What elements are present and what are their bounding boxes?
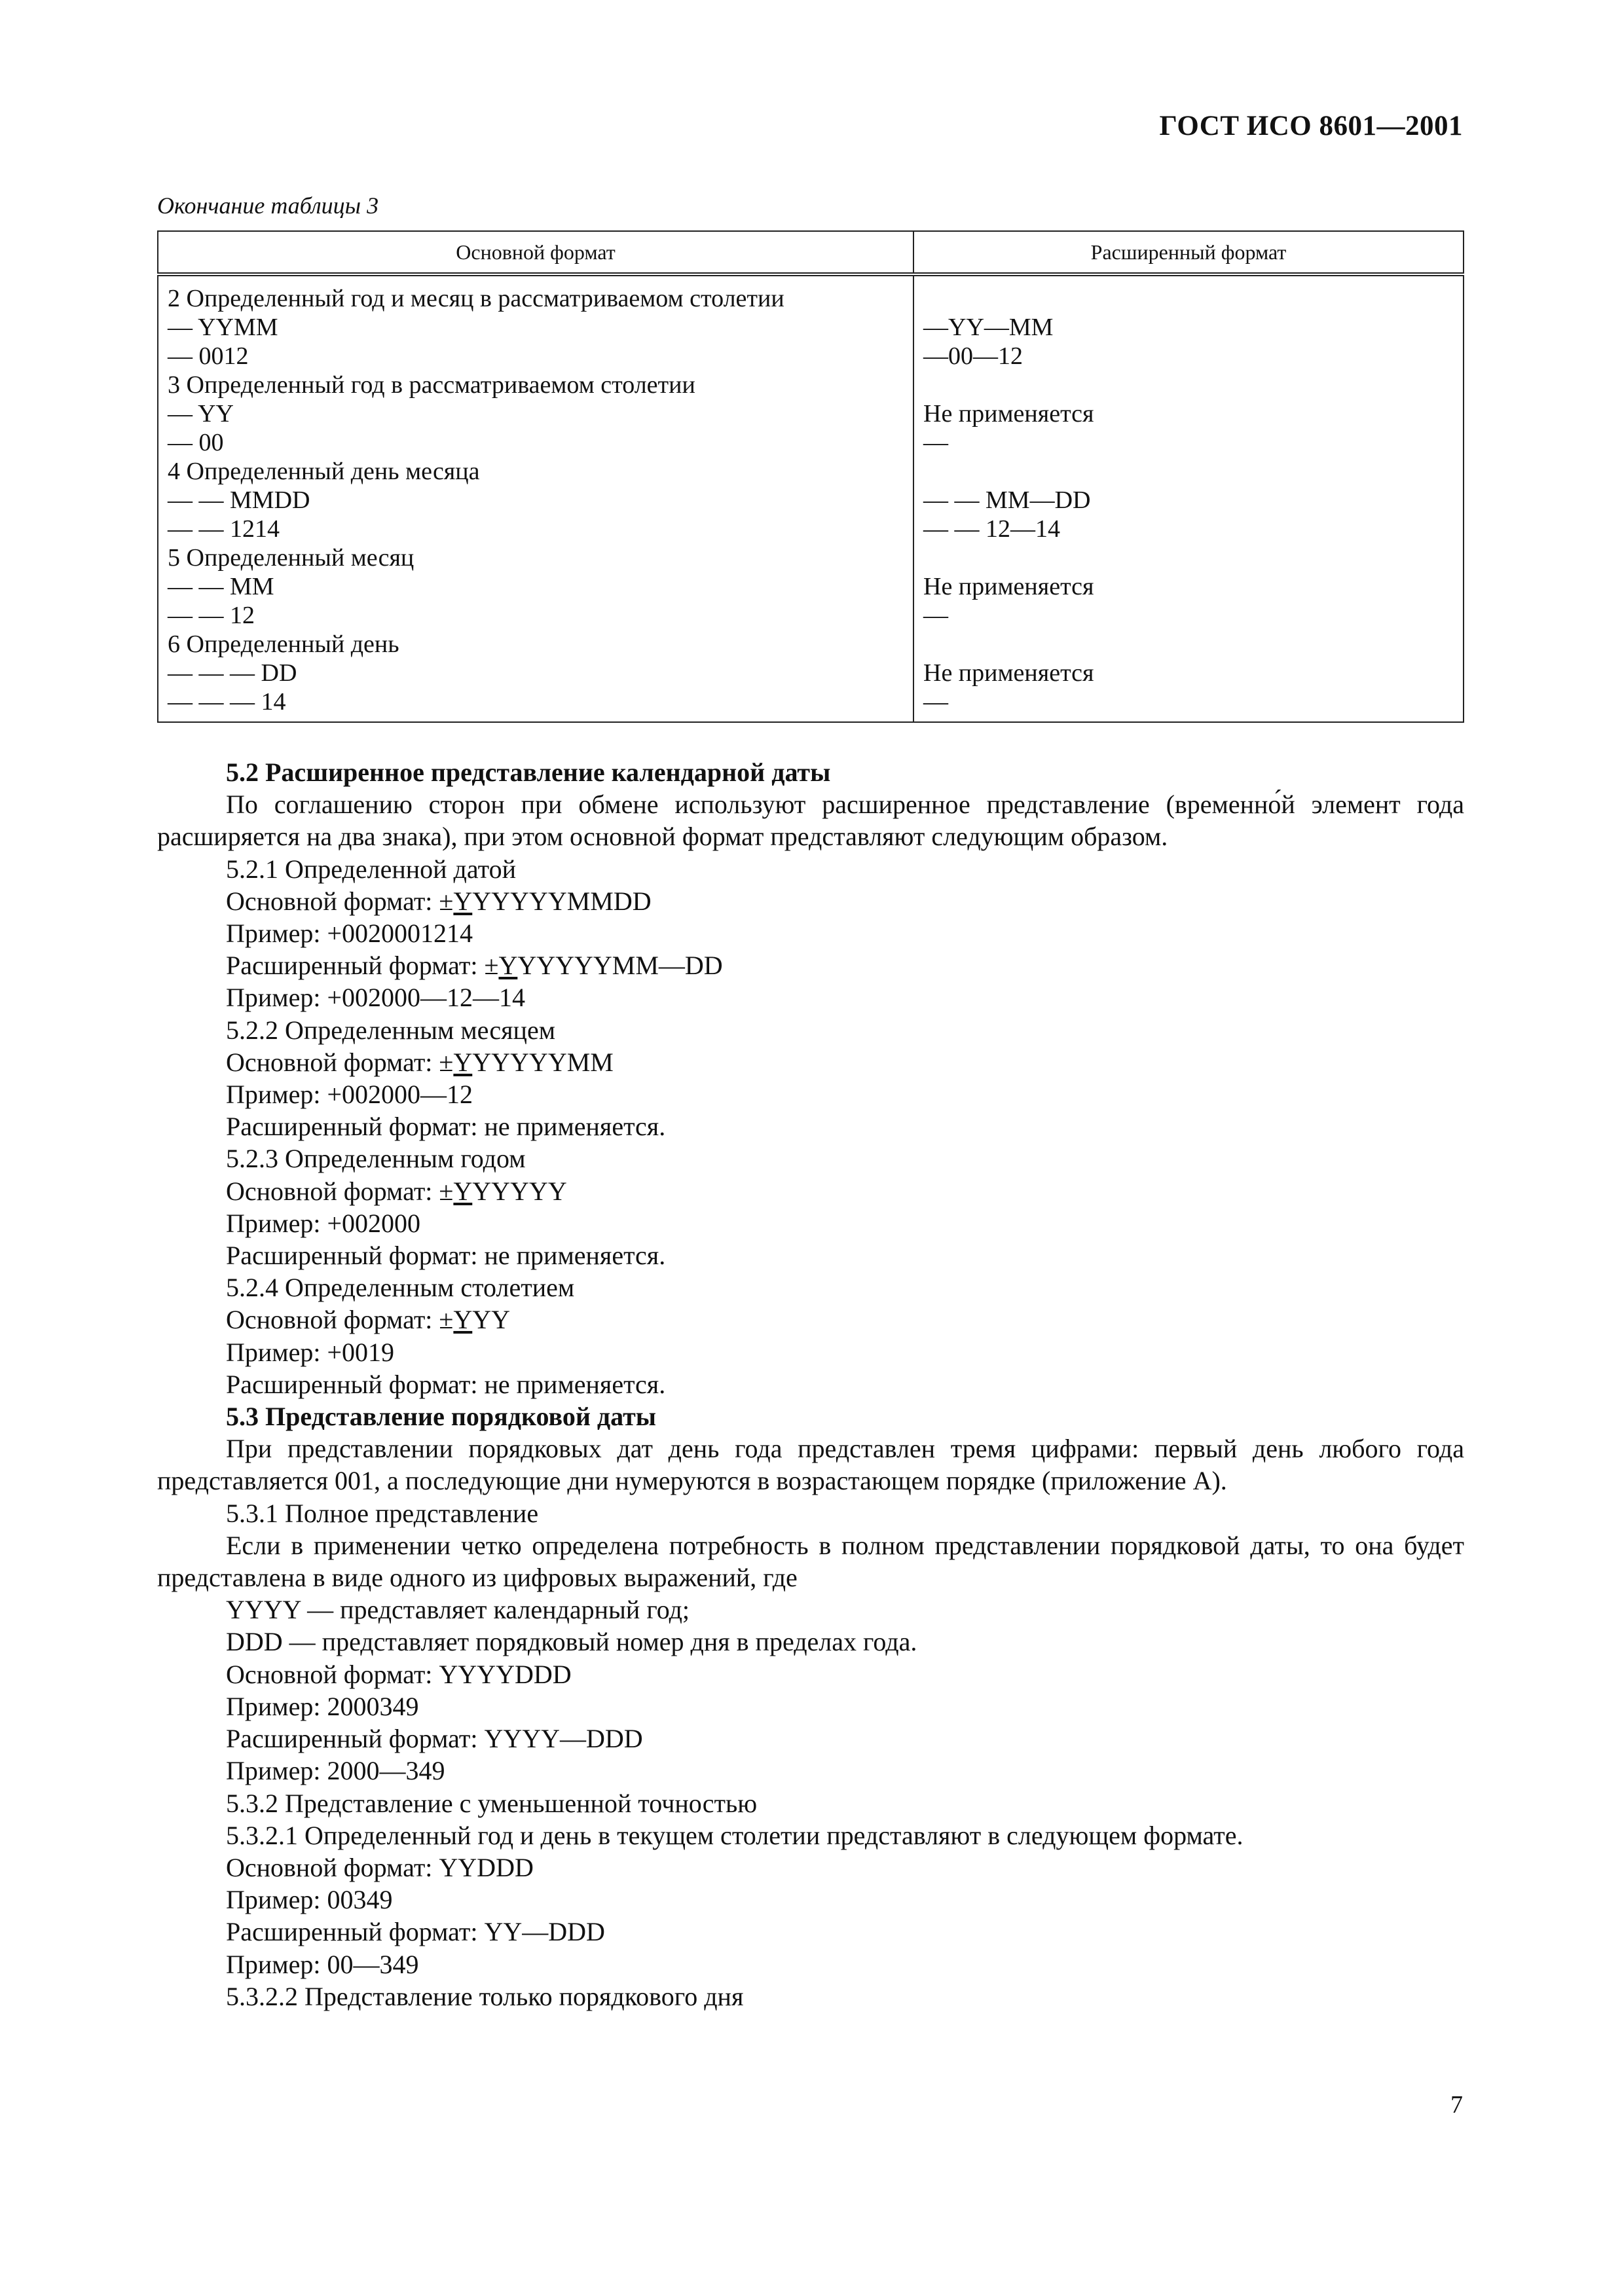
- table-cell-line: — — 12—14: [923, 515, 1060, 543]
- subsection-heading-5-2-1: 5.2.1 Определенной датой: [226, 854, 516, 884]
- format-value: YY: [472, 1305, 511, 1335]
- format-value: YYYYY: [472, 1176, 567, 1206]
- table-cell-line: [923, 630, 1463, 659]
- table-cell-line: 4 Определенный день месяца: [168, 458, 480, 485]
- subsection-heading-5-2-3: 5.2.3 Определенным годом: [226, 1144, 526, 1174]
- table-header-row: [158, 231, 1464, 274]
- example-line: Пример: +002000—12—14: [226, 983, 526, 1013]
- definition-line: YYYY — представляет календарный год;: [226, 1595, 690, 1625]
- table-cell-line: —: [923, 688, 948, 716]
- table-cell-line: — YY: [168, 400, 234, 428]
- example-line: Пример: +0020001214: [226, 919, 473, 949]
- format-value: YYYYYMMDD: [472, 886, 652, 916]
- example-line: Пример: 2000—349: [226, 1756, 445, 1786]
- paragraph: При представлении порядковых дат день года представлен тремя цифрами: первый день любого года представляется 001, а последующие дни нумеруются в возрастающем порядке (приложение А).: [157, 1434, 1464, 1496]
- extended-format-line: [157, 949, 1464, 981]
- table-cell-line: Не применяется: [923, 659, 1094, 687]
- subsection-heading-5-2-4: 5.2.4 Определенным столетием: [226, 1273, 575, 1303]
- table-cell-line: —00—12: [923, 342, 1023, 370]
- table-cell-line: —: [923, 429, 948, 456]
- table-cell-line: — — MM: [168, 573, 274, 600]
- table-cell-line: 2 Определенный год и месяц в рассматриваемом столетии: [168, 285, 784, 312]
- basic-format-line: [157, 885, 1464, 917]
- table-cell-line: [923, 371, 1463, 399]
- format-label: Основной формат: ±: [226, 886, 454, 916]
- table-cell-line: — YYMM: [168, 314, 278, 341]
- table-cell-line: — 00: [168, 429, 224, 456]
- table-cell-line: — — — 14: [168, 688, 286, 716]
- extended-format-line: Расширенный формат: YYYY—DDD: [226, 1724, 643, 1754]
- document-id-header: ГОСТ ИСО 8601—2001: [1159, 111, 1463, 141]
- format-label: Основной формат: ±: [226, 1047, 454, 1077]
- basic-format-line: Основной формат: YYYYDDD: [226, 1659, 572, 1689]
- section-heading-5-3: 5.3 Представление порядковой даты: [226, 1402, 656, 1432]
- table-cell-line: 3 Определенный год в рассматриваемом столетии: [168, 371, 695, 399]
- paragraph: Если в применении четко определена потребность в полном представлении порядковой даты, то она будет представлена в виде одного из цифровых выражений, где: [157, 1530, 1464, 1593]
- column-header-extended: Расширенный формат: [913, 231, 1464, 274]
- extended-format-line: Расширенный формат: не применяется.: [226, 1369, 666, 1399]
- underlined-y: Y: [453, 1047, 473, 1077]
- table-cell-line: [923, 284, 1463, 313]
- table-cell-line: 5 Определенный месяц: [168, 544, 415, 572]
- basic-format-cell: [158, 274, 913, 722]
- definition-line: DDD — представляет порядковый номер дня в пределах года.: [226, 1627, 917, 1657]
- format-label: Расширенный формат: ±: [226, 951, 499, 981]
- table-cell-line: — — 12: [168, 602, 255, 629]
- example-line: Пример: +0019: [226, 1337, 395, 1367]
- subsection-heading-5-3-2-1: 5.3.2.1 Определенный год и день в текущем столетии представляют в следующем формате.: [226, 1820, 1244, 1850]
- basic-format-line: [157, 1303, 1464, 1336]
- extended-format-cell: [913, 274, 1464, 722]
- table-cell-line: —: [923, 602, 948, 629]
- example-line: Пример: +002000: [226, 1208, 421, 1238]
- extended-format-line: Расширенный формат: YY—DDD: [226, 1917, 605, 1947]
- basic-format-line: [157, 1046, 1464, 1078]
- format-label: Основной формат: ±: [226, 1305, 454, 1335]
- subsection-heading-5-2-2: 5.2.2 Определенным месяцем: [226, 1015, 556, 1045]
- example-line: Пример: 00349: [226, 1885, 393, 1915]
- underlined-y: Y: [453, 1176, 473, 1206]
- column-header-basic: Основной формат: [158, 231, 913, 274]
- subsection-heading-5-3-2-2: 5.3.2.2 Представление только порядкового дня: [226, 1981, 744, 2011]
- extended-format-line: Расширенный формат: не применяется.: [226, 1112, 666, 1142]
- table-cell-line: 6 Определенный день: [168, 630, 399, 658]
- table-cell-line: Не применяется: [923, 573, 1094, 600]
- underlined-y: Y: [453, 1305, 473, 1335]
- extended-format-line: Расширенный формат: не применяется.: [226, 1241, 666, 1271]
- underlined-y: Y: [453, 886, 473, 916]
- format-label: Основной формат: ±: [226, 1176, 454, 1206]
- table-row: [158, 274, 1464, 722]
- format-table: [157, 230, 1464, 723]
- table-cell-line: [923, 457, 1463, 486]
- paragraph: По соглашению сторон при обмене используют расширенное представление (временно́й элемент года расширяется на два знака), при этом основной формат представляют следующим образом.: [157, 790, 1464, 852]
- table-cell-line: [923, 543, 1463, 572]
- table-cell-line: —YY—MM: [923, 314, 1054, 341]
- underlined-y: Y: [498, 951, 518, 981]
- example-line: Пример: +002000—12: [226, 1080, 473, 1110]
- format-value: YYYYYMM—DD: [517, 951, 723, 981]
- body-text: [157, 756, 1464, 2013]
- example-line: Пример: 2000349: [226, 1691, 419, 1721]
- basic-format-line: Основной формат: YYDDD: [226, 1852, 534, 1882]
- table-cell-line: — 0012: [168, 342, 249, 370]
- table-cell-line: Не применяется: [923, 400, 1094, 428]
- section-heading-5-2: 5.2 Расширенное представление календарной даты: [226, 757, 831, 787]
- subsection-heading-5-3-2: 5.3.2 Представление с уменьшенной точностью: [226, 1788, 758, 1818]
- page-number: 7: [1450, 2091, 1463, 2119]
- table-cell-line: — — MMDD: [168, 486, 310, 514]
- format-value: YYYYYMM: [472, 1047, 614, 1077]
- table-cell-line: — — — DD: [168, 659, 297, 687]
- subsection-heading-5-3-1: 5.3.1 Полное представление: [226, 1498, 539, 1528]
- basic-format-line: [157, 1175, 1464, 1207]
- table-cell-line: — — MM—DD: [923, 486, 1091, 514]
- example-line: Пример: 00—349: [226, 1949, 419, 1979]
- table-caption: Окончание таблицы 3: [157, 192, 379, 219]
- table-cell-line: — — 1214: [168, 515, 280, 543]
